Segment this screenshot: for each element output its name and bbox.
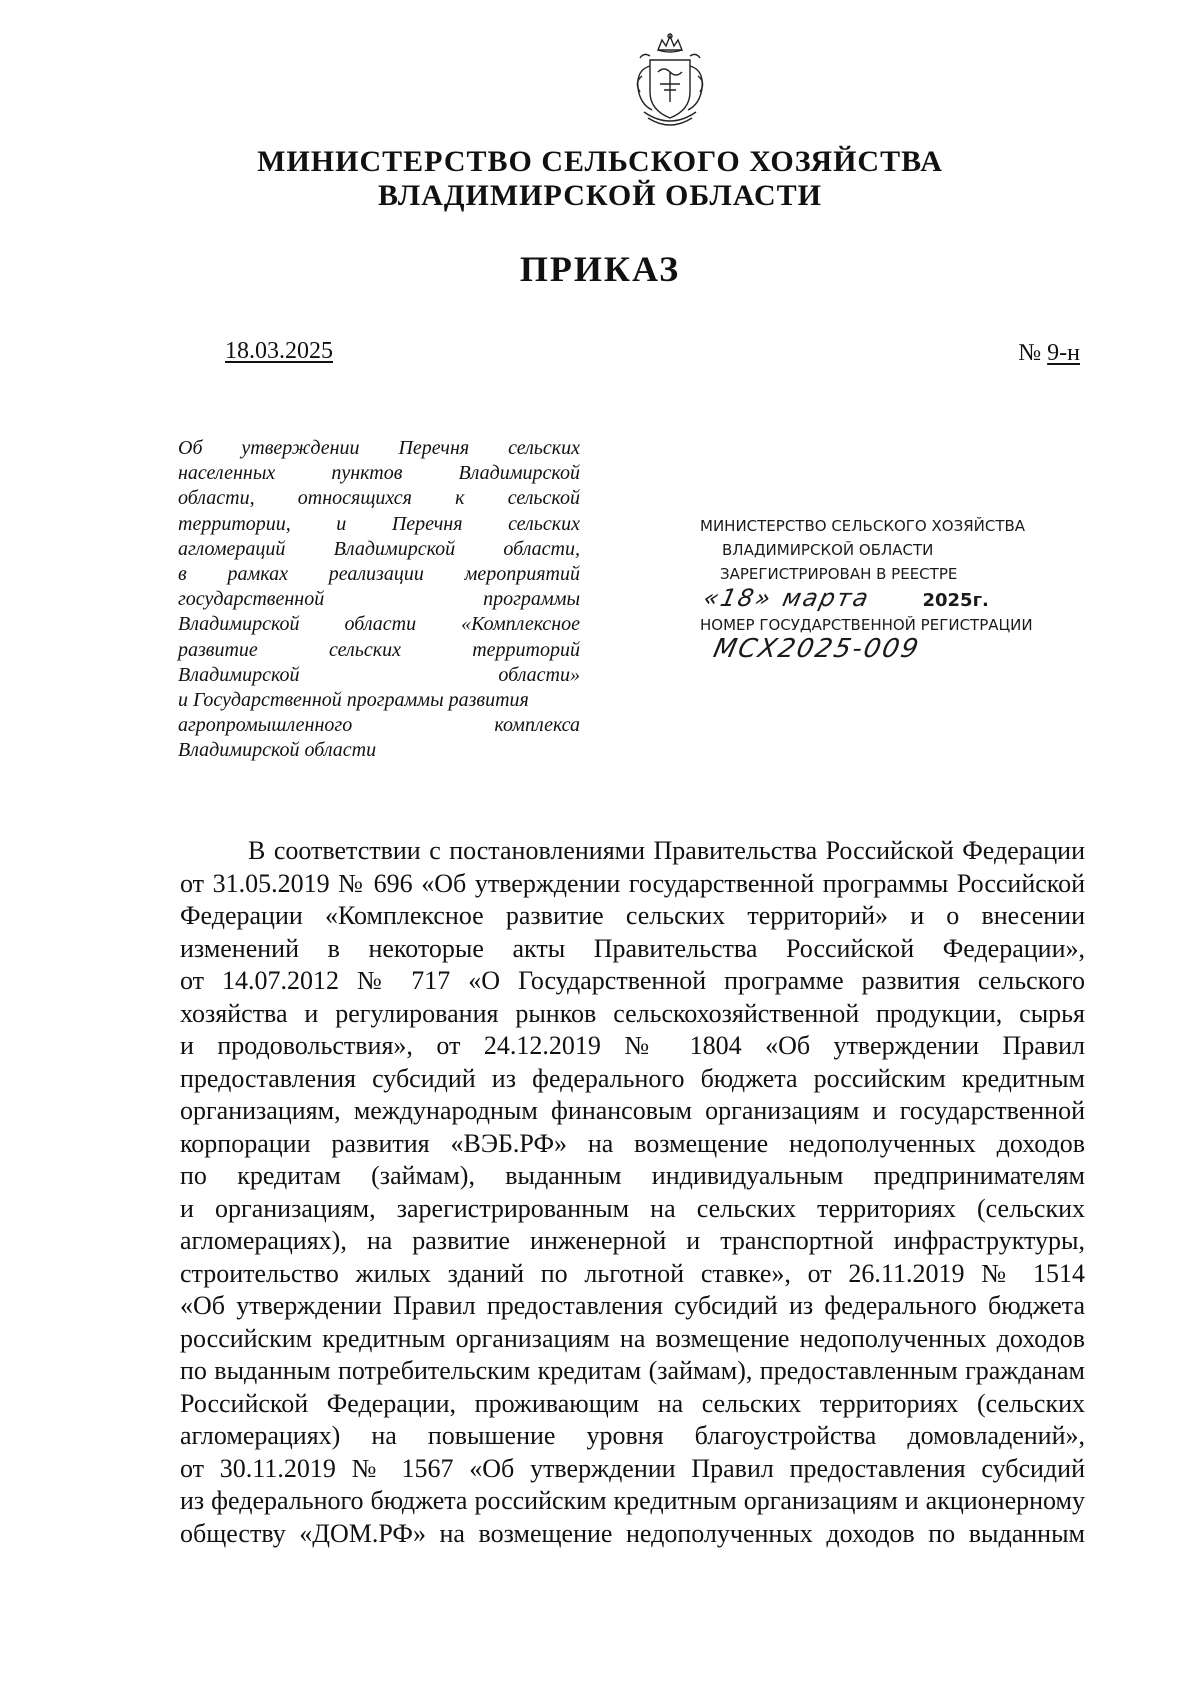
body-line: хозяйства и регулирования рынков сельскохозяйственной продукции, сырья xyxy=(180,998,1085,1028)
body-line: по выданным потребительским кредитам (займам), предоставленным гражданам xyxy=(180,1356,1085,1385)
document-type-title: ПРИКАЗ xyxy=(519,249,681,289)
registration-stamp xyxy=(700,514,1060,664)
stamp-date-line xyxy=(700,586,1060,613)
body-line: и продовольствия», от 24.12.2019 № 1804 «Об утверждении Правил xyxy=(180,1031,1085,1060)
body-line: агломерациях) на повышение уровня благоустройства домовладений», xyxy=(180,1421,1085,1450)
ministry-name-line2: ВЛАДИМИРСКОЙ ОБЛАСТИ xyxy=(378,179,822,212)
body-line: российским кредитным организациям на возмещение недополученных доходов xyxy=(180,1323,1085,1353)
stamp-line: НОМЕР ГОСУДАРСТВЕННОЙ РЕГИСТРАЦИИ xyxy=(700,616,1033,634)
subject-line: развитие сельских территорий xyxy=(178,638,580,661)
body-line: от 14.07.2012 № 717 «О Государственной программе развития сельского xyxy=(180,966,1085,995)
subject-line: агломераций Владимирской области, xyxy=(178,537,580,560)
stamp-line: МИНИСТЕРСТВО СЕЛЬСКОГО ХОЗЯЙСТВА xyxy=(700,517,1026,535)
body-line: от 30.11.2019 № 1567 «Об утверждении Правил предоставления субсидий xyxy=(180,1453,1085,1483)
stamp-line: ВЛАДИМИРСКОЙ ОБЛАСТИ xyxy=(722,541,934,559)
subject-line: Владимирской области «Комплексное xyxy=(178,613,580,636)
body-line: от 31.05.2019 № 696 «Об утверждении государственной программы Российской xyxy=(180,868,1085,898)
body-line: агломерациях), на развитие инженерной и транспортной инфраструктуры, xyxy=(180,1226,1085,1255)
subject-line: агропромышленного комплекса xyxy=(178,714,580,737)
stamp-reg-number-value: МСХ2025-009 xyxy=(710,634,923,664)
body-line: Федерации «Комплексное развитие сельских территорий» и о внесении xyxy=(180,901,1085,930)
body-line: «Об утверждении Правил предоставления субсидий из федерального бюджета xyxy=(180,1291,1085,1320)
document-body xyxy=(180,835,1085,1550)
stamp-date-day: «18» xyxy=(701,584,776,612)
subject-line: Об утверждении Перечня сельских xyxy=(178,437,580,459)
body-line: строительство жилых зданий по льготной ставке», от 26.11.2019 № 1514 xyxy=(180,1258,1085,1288)
body-line: изменений в некоторые акты Правительства Российской Федерации», xyxy=(180,933,1085,963)
subject-line: и Государственной программы развития xyxy=(178,689,529,712)
stamp-date-year: 2025г. xyxy=(922,590,989,611)
document-date: 18.03.2025 xyxy=(225,338,333,364)
number-value: 9-н xyxy=(1047,340,1080,366)
subject-line: населенных пунктов Владимирской xyxy=(178,462,580,485)
body-line: из федерального бюджета российским кредитным организациям и акционерному xyxy=(180,1486,1085,1515)
body-line: Российской Федерации, проживающим на сельских территориях (сельских xyxy=(180,1388,1085,1418)
stamp-reg-number xyxy=(700,634,1060,664)
subject-line: Владимирской области xyxy=(178,739,377,762)
subject-line: государственной программы xyxy=(178,588,580,611)
document-number xyxy=(1018,340,1080,367)
body-line: и организациям, зарегистрированным на сельских территориях (сельских xyxy=(180,1193,1085,1223)
subject-line: в рамках реализации мероприятий xyxy=(178,563,580,586)
body-line: по кредитам (займам), выданным индивидуальным предпринимателям xyxy=(180,1161,1085,1190)
body-line: предоставления субсидий из федерального бюджета российским кредитным xyxy=(180,1063,1085,1093)
stamp-date-month: марта xyxy=(779,584,873,612)
number-sign: № xyxy=(1018,340,1042,366)
ministry-name xyxy=(0,145,1200,213)
stamp-line: ЗАРЕГИСТРИРОВАН В РЕЕСТРЕ xyxy=(720,565,958,583)
subject-line: Владимирской области» xyxy=(178,663,580,686)
subject-line: территории, и Перечня сельских xyxy=(178,512,580,535)
subject-line: области, относящихся к сельской xyxy=(178,487,580,510)
document-subject xyxy=(178,436,580,764)
body-line: корпорации развития «ВЭБ.РФ» на возмещение недополученных доходов xyxy=(180,1128,1085,1158)
ministry-name-line1: МИНИСТЕРСТВО СЕЛЬСКОГО ХОЗЯЙСТВА xyxy=(257,145,943,178)
body-line: организациям, международным финансовым организациям и государственной xyxy=(180,1096,1085,1125)
body-line: обществу «ДОМ.РФ» на возмещение недополученных доходов по выданным xyxy=(180,1518,1085,1548)
coat-of-arms-emblem xyxy=(628,32,712,132)
body-line: В соответствии с постановлениями Правительства Российской Федерации xyxy=(248,836,1085,865)
